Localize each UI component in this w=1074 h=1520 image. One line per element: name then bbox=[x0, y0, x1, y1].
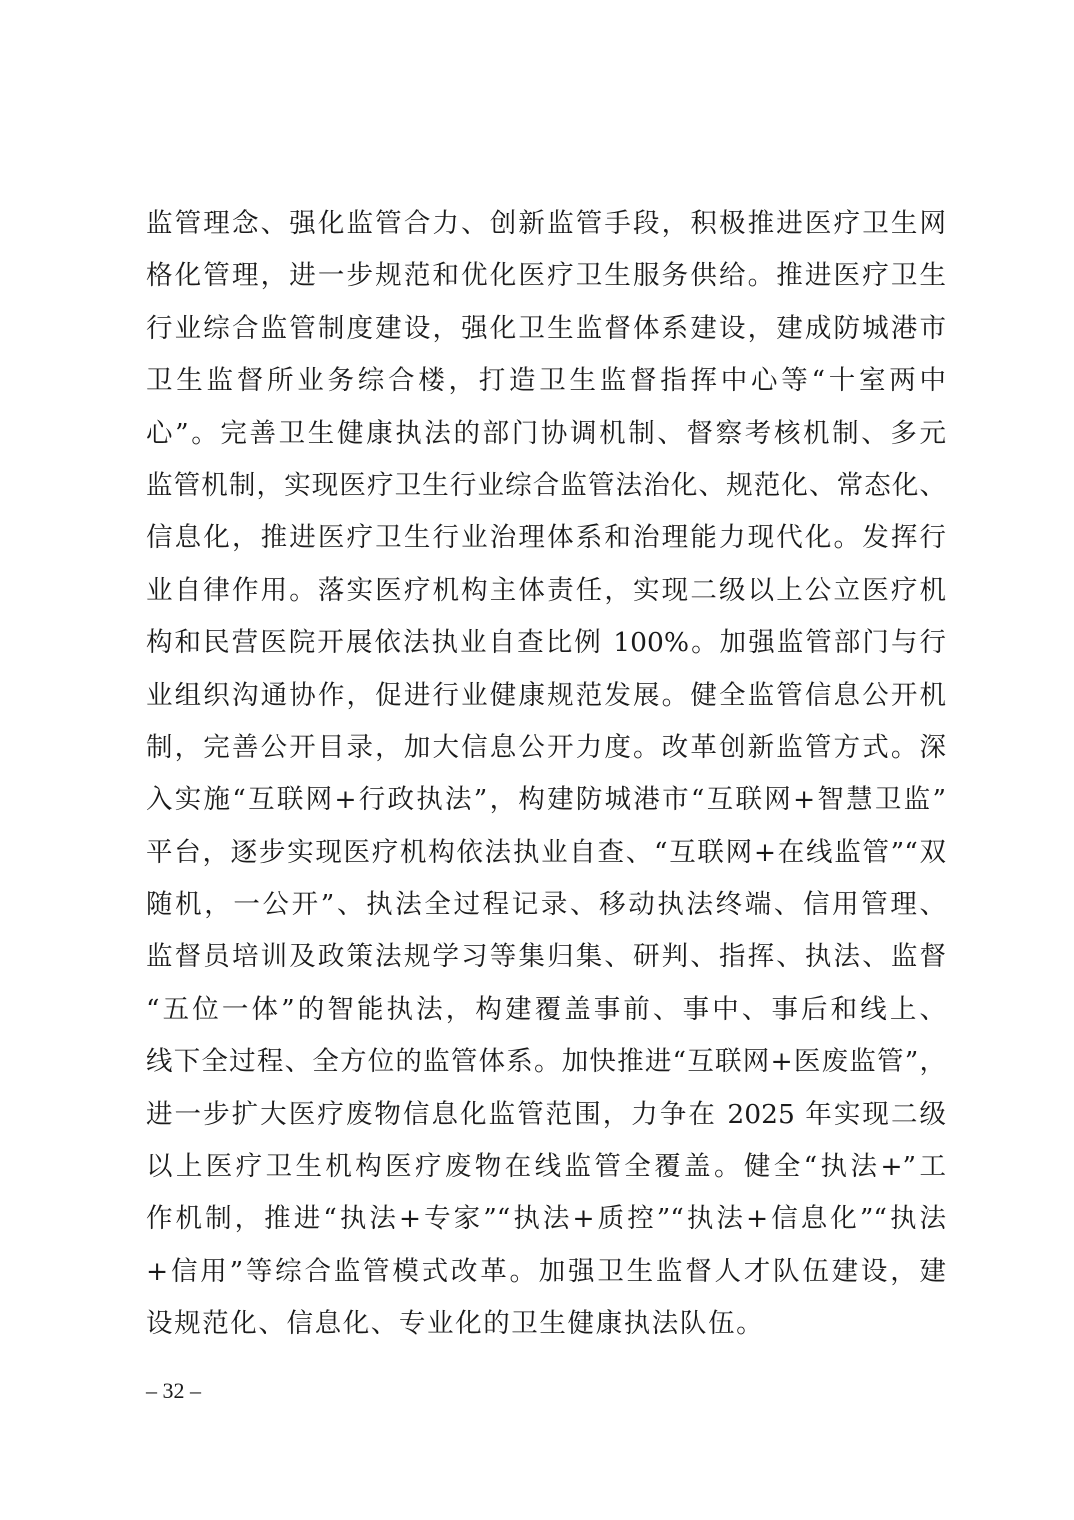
text-line: 监督员培训及政策法规学习等集归集、研判、指挥、执法、监督 bbox=[146, 941, 946, 973]
text-line: 信息化，推进医疗卫生行业治理体系和治理能力现代化。发挥行 bbox=[146, 522, 946, 554]
body-paragraph bbox=[146, 198, 946, 1351]
text-line: 以上医疗卫生机构医疗废物在线监管全覆盖。健全“执法+”工 bbox=[146, 1151, 946, 1183]
text-line: 作机制，推进“执法+专家”“执法+质控”“执法+信息化”“执法 bbox=[146, 1203, 946, 1235]
text-line: 入实施“互联网+行政执法”，构建防城港市“互联网+智慧卫监” bbox=[146, 784, 946, 816]
text-line: 进一步扩大医疗废物信息化监管范围，力争在 2025 年实现二级 bbox=[146, 1098, 946, 1130]
text-line: 卫生监督所业务综合楼，打造卫生监督指挥中心等“十室两中 bbox=[146, 365, 946, 397]
page-number: – 32 – bbox=[146, 1378, 201, 1403]
text-line: +信用”等综合监管模式改革。加强卫生监督人才队伍建设，建 bbox=[146, 1255, 946, 1287]
text-line: 设规范化、信息化、专业化的卫生健康执法队伍。 bbox=[146, 1308, 765, 1340]
text-line: 线下全过程、全方位的监管体系。加快推进“互联网+医废监管”， bbox=[146, 1046, 946, 1078]
text-line: 随机，一公开”、执法全过程记录、移动执法终端、信用管理、 bbox=[146, 889, 946, 921]
text-line: 制，完善公开目录，加大信息公开力度。改革创新监管方式。深 bbox=[146, 731, 946, 763]
text-line: 业自律作用。落实医疗机构主体责任，实现二级以上公立医疗机 bbox=[146, 574, 946, 606]
text-line: 监管理念、强化监管合力、创新监管手段，积极推进医疗卫生网 bbox=[146, 208, 946, 239]
text-line: 格化管理，进一步规范和优化医疗卫生服务供给。推进医疗卫生 bbox=[146, 260, 946, 292]
text-line: 构和民营医院开展依法执业自查比例 100%。加强监管部门与行 bbox=[146, 627, 946, 659]
text-line: 平台，逐步实现医疗机构依法执业自查、“互联网+在线监管”“双 bbox=[146, 836, 946, 868]
text-line: 业组织沟通协作，促进行业健康规范发展。健全监管信息公开机 bbox=[146, 679, 946, 711]
text-line: 监管机制，实现医疗卫生行业综合监管法治化、规范化、常态化、 bbox=[146, 469, 946, 501]
text-line: 行业综合监管制度建设，强化卫生监督体系建设，建成防城港市 bbox=[146, 312, 946, 344]
text-line: 心”。完善卫生健康执法的部门协调机制、督察考核机制、多元 bbox=[146, 417, 946, 449]
text-line: “五位一体”的智能执法，构建覆盖事前、事中、事后和线上、 bbox=[146, 993, 946, 1025]
